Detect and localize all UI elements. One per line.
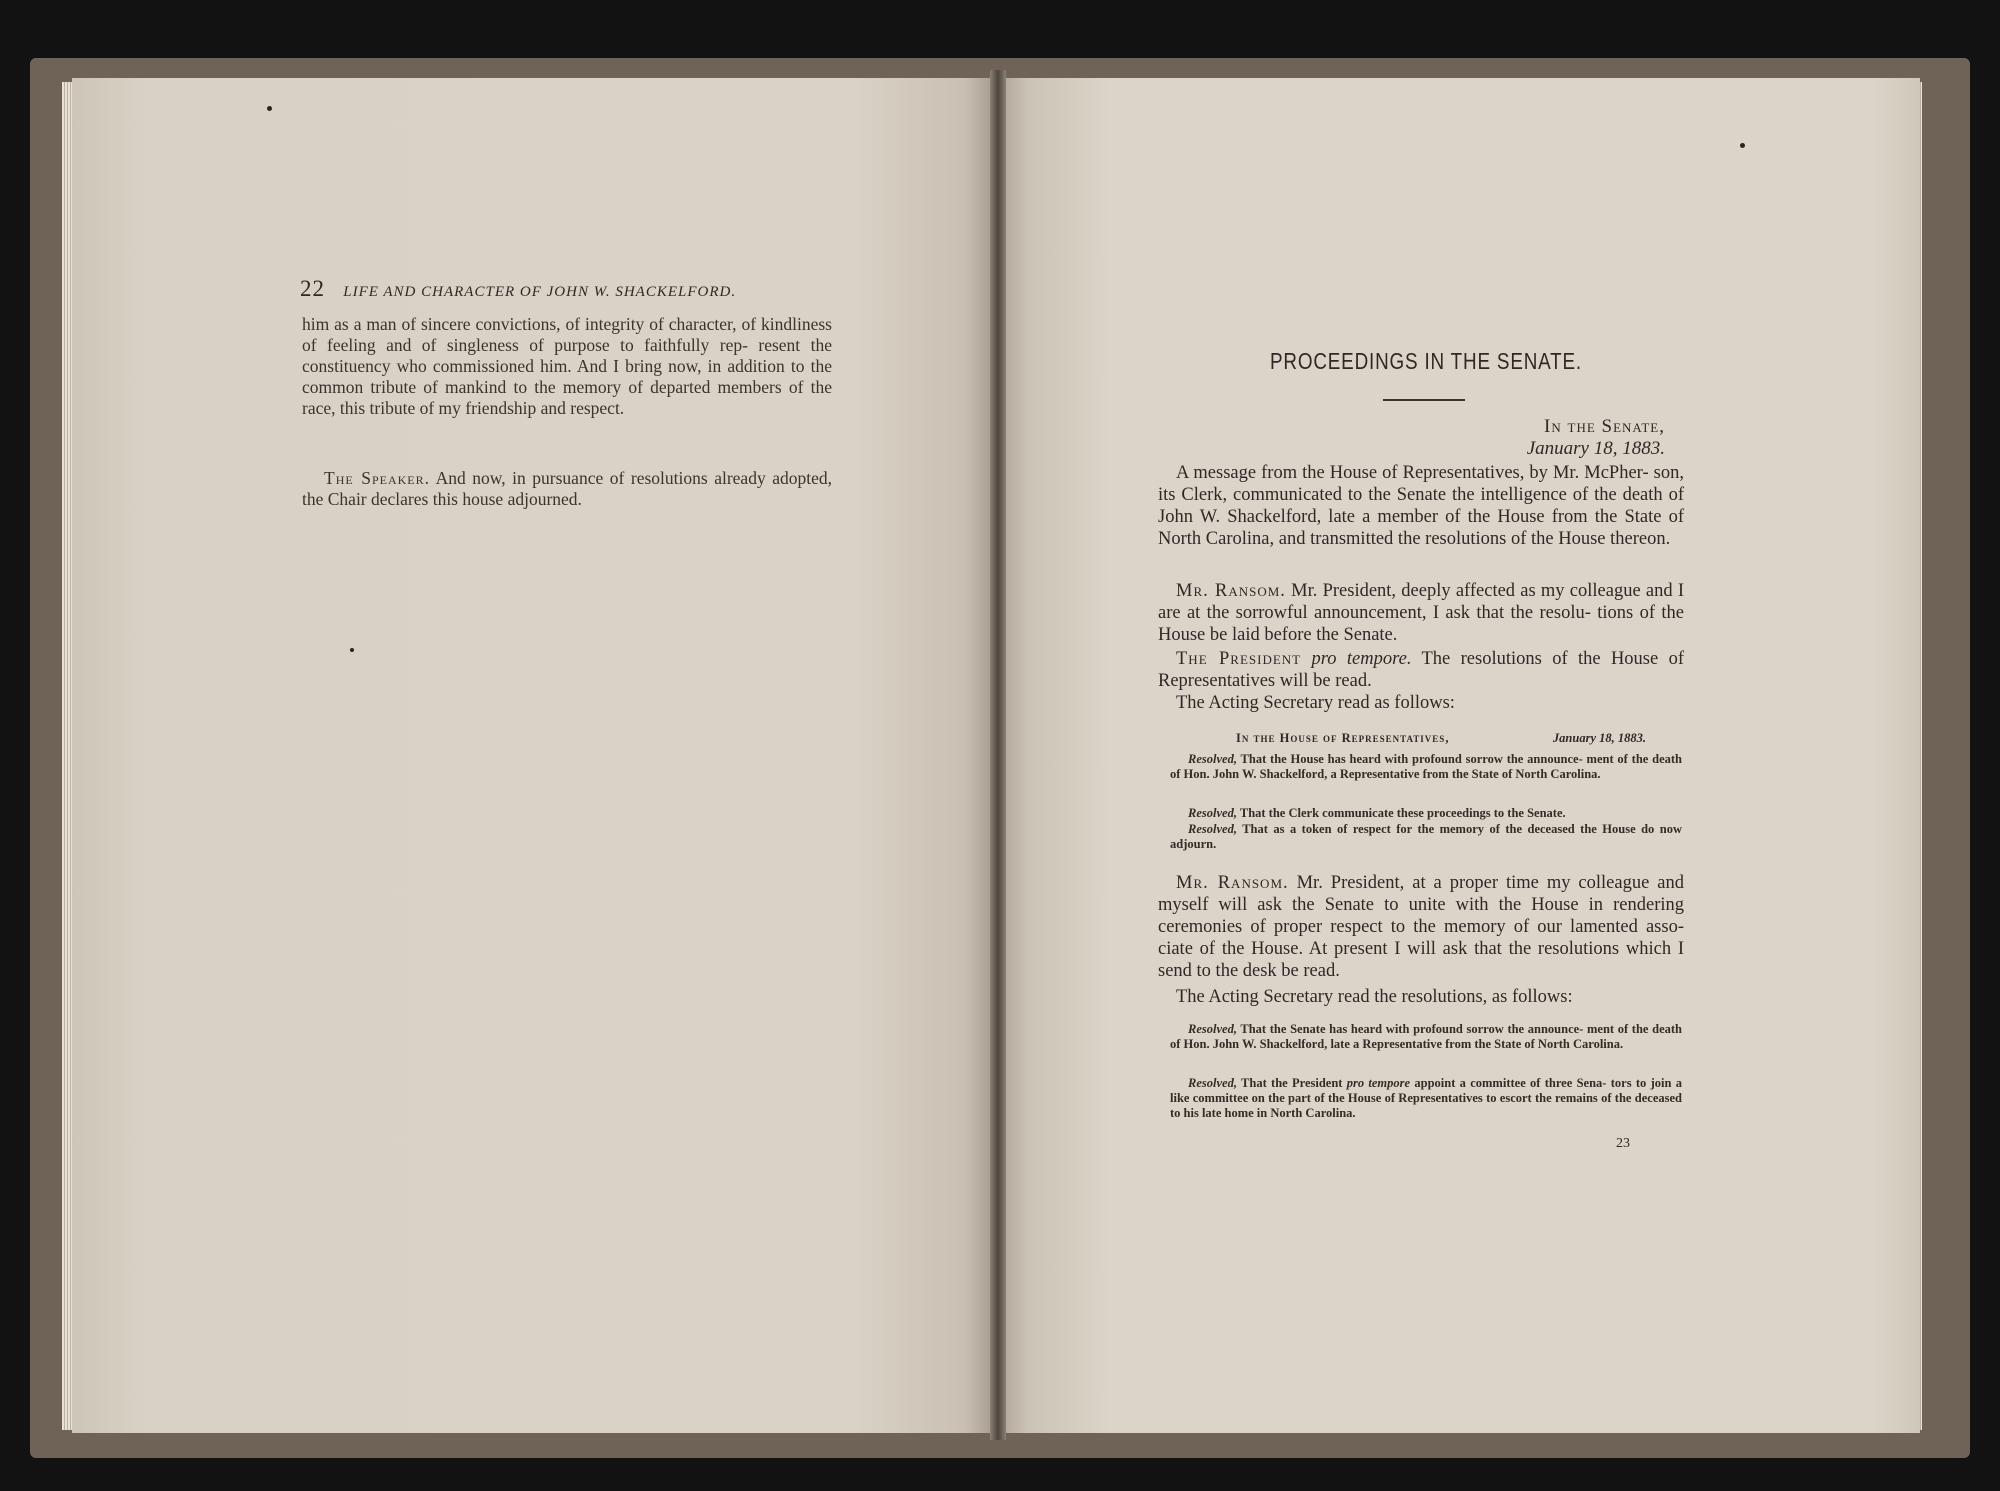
dateline-date: January 18, 1883. [1526, 438, 1665, 459]
senate-paragraph-5 [1158, 872, 1684, 982]
senate-paragraph-2 [1158, 580, 1684, 646]
resolution-text: appoint a committee of three Sena- tors to join a like committee on the part of the House of Representatives to escort the remains of the deceased to his late home in North Carolina. [1170, 1076, 1682, 1120]
left-paragraph-2 [302, 468, 832, 510]
resolved-label: Resolved, [1188, 1022, 1237, 1036]
pro-tempore-italic: pro tempore. [1301, 649, 1412, 669]
ransom-text-2: Mr. President, at a proper time my colleague and myself will ask the Senate to unite with the House in rendering ceremonies of proper respect to the memory of our lamented asso- ciate of the House. At present I will ask that the resolutions which I send to the desk be read. [1158, 873, 1684, 981]
resolved-label: Resolved, [1188, 1076, 1237, 1090]
house-resolution-2 [1170, 806, 1682, 821]
resolution-text: That the House has heard with profound sorrow the announce- ment of the death of Hon. John W. Shackelford, a Representative from the State of North Carolina. [1170, 752, 1682, 781]
resolution-text: That as a token of respect for the memory of the deceased the House do now adjourn. [1170, 822, 1682, 851]
ransom-label: Mr. Ransom. [1176, 581, 1286, 601]
ink-speck [267, 106, 272, 111]
resolution-text: That the President [1236, 1076, 1347, 1090]
speaker-text: And now, in pursuance of resolutions already adopted, the Chair declares this house adjourned. [302, 468, 832, 509]
resolution-text: That the Senate has heard with profound sorrow the announce- ment of the death of Hon. John W. Shackelford, late a Representative from the State of North Carolina. [1170, 1022, 1682, 1051]
section-heading: PROCEEDINGS IN THE SENATE. [1270, 348, 1582, 374]
page-number-right: 23 [1616, 1136, 1630, 1151]
president-label: The President [1176, 649, 1302, 669]
running-head [300, 276, 835, 302]
page-number-left: 22 [300, 276, 325, 301]
ink-speck [350, 648, 354, 652]
speaker-label: The Speaker. [324, 468, 430, 488]
running-head-title: LIFE AND CHARACTER OF JOHN W. SHACKELFORD. [343, 284, 737, 300]
heading-rule [1383, 399, 1465, 401]
senate-resolution-1 [1170, 1022, 1682, 1052]
left-paragraph-1: him as a man of sincere convictions, of integrity of character, of kindliness of feeling and of singleness of purpose to faithfully rep- resent the constituency who commissioned him. And I bring now, in addition to the common tribute of mankind to the memory of departed members of the race, this tribute of my friendship and respect. [302, 314, 832, 418]
house-head-date: January 18, 1883. [1552, 731, 1646, 745]
dateline-place: In the Senate, [1544, 416, 1665, 437]
resolved-label: Resolved, [1188, 752, 1237, 766]
resolution-text: That the Clerk communicate these proceedings to the Senate. [1236, 806, 1566, 820]
house-resolution-1 [1170, 752, 1682, 782]
ransom-label-2: Mr. Ransom. [1176, 873, 1289, 893]
ink-speck [1740, 143, 1745, 148]
house-resolution-head [1236, 731, 1686, 746]
senate-paragraph-4: The Acting Secretary read as follows: [1176, 693, 1455, 713]
senate-paragraph-3 [1158, 648, 1684, 692]
president-text: The resolutions of the House of Representatives will be read. [1158, 649, 1685, 691]
resolved-label: Resolved, [1188, 806, 1237, 820]
pro-tempore-italic: pro tempore [1346, 1076, 1411, 1090]
senate-paragraph-1: A message from the House of Representatives, by Mr. McPher- son, its Clerk, communicated to the Senate the intelligence of the death of John W. Shackelford, late a member of the House from the State of North Carolina, and transmitted the resolutions of the House thereon. [1158, 463, 1684, 549]
house-resolution-3 [1170, 822, 1682, 852]
ransom-text: Mr. President, deeply affected as my colleague and I are at the sorrowful announcement, I ask that the resolu- tions of the House be laid before the Senate. [1158, 581, 1684, 645]
senate-resolution-2 [1170, 1076, 1682, 1121]
senate-paragraph-6: The Acting Secretary read the resolutions, as follows: [1176, 987, 1573, 1007]
book-gutter [990, 70, 1006, 1440]
resolved-label: Resolved, [1188, 822, 1237, 836]
house-head-place: In the House of Representatives, [1236, 731, 1450, 745]
